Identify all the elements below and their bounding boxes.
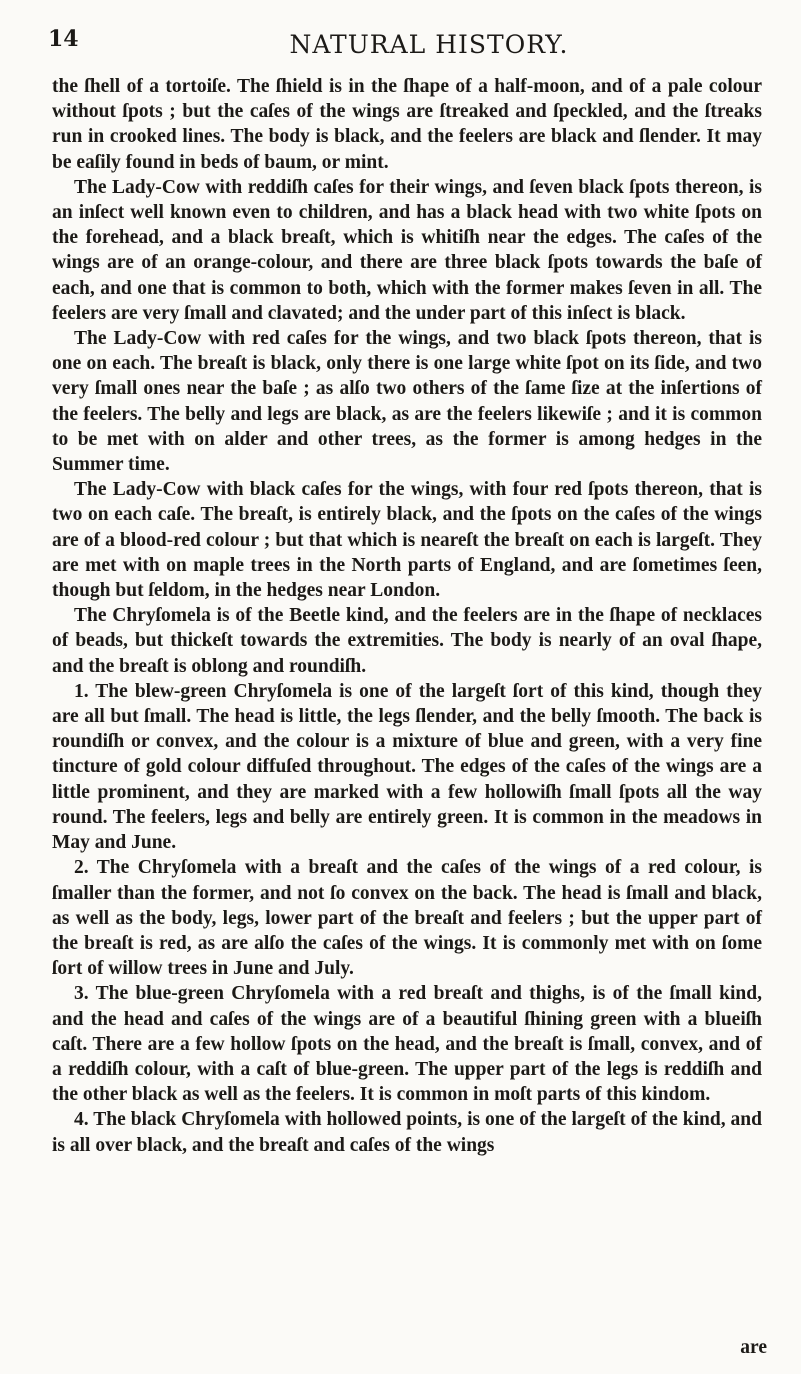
paragraph: 4. The black Chryſomela with hollowed points, is one of the largeſt of the kind, and is all over black, and the breaſt and caſes of the wings <box>52 1109 762 1156</box>
paragraph: The Lady-Cow with reddiſh caſes for their wings, and ſeven black ſpots thereon, is an inſect well known even to children, and has a black head with two white ſpots on the forehead, and a black breaſt, which is whitiſh near the edges. The caſes of the wings are of an orange-colour, and there are three black ſpots towards the baſe of each, and one that is common to both, which with the former makes ſeven in all. The feelers are very ſmall and clavated; and the under part of this inſect is black. <box>52 176 762 324</box>
paragraph: 3. The blue-green Chryſomela with a red breaſt and thighs, is of the ſmall kind, and the head and caſes of the wings are of a beautiful ſhining green with a blueiſh caſt. There are a few hollow ſpots on the head, and the breaſt is ſmall, convex, and of a reddiſh colour, with a caſt of blue-green. The upper part of the legs is reddiſh and the other black as well as the feelers. It is common in moſt parts of this kindom. <box>52 983 762 1106</box>
page-header <box>48 4 770 64</box>
paragraph: 2. The Chryſomela with a breaſt and the caſes of the wings of a red colour, is ſmaller than the former, and not ſo convex on the back. The head is ſmall and black, as well as the body, legs, lower part of the breaſt and feelers ; but the upper part of the breaſt is red, as are alſo the caſes of the wings. It is commonly met with on ſome ſort of willow trees in June and July. <box>52 857 762 980</box>
paragraph: 1. The blew-green Chryſomela is one of the largeſt ſort of this kind, though they are all but ſmall. The head is little, the legs ſlender, and the belly ſmooth. The back is roundiſh or convex, and the colour is a mixture of blue and green, with a very fine tincture of gold colour diffuſed throughout. The edges of the caſes of the wings are a little prominent, and they are marked with a few hollowiſh ſmall ſpots all the way round. The feelers, legs and belly are entirely green. It is common in the meadows in May and June. <box>52 680 762 854</box>
paragraph: The Lady-Cow with red caſes for the wings, and two black ſpots thereon, that is one on each. The breaſt is black, only there is one large white ſpot on its ſide, and two very ſmall ones near the baſe ; as alſo two others of the ſame ſize at the inſertions of the feelers. The belly and legs are black, as are the feelers likewiſe ; and it is common to be met with on alder and other trees, as the former is among hedges in the Summer time. <box>52 328 762 476</box>
page-number: 14 <box>48 26 79 52</box>
body-text <box>52 74 762 1158</box>
paragraph: The Lady-Cow with black caſes for the wings, with four red ſpots thereon, that is two on each caſe. The breaſt, is entirely black, and the ſpots on the caſes of the wings are of a blood-red colour ; but that which is neareſt the breaſt on each is largeſt. They are met with on maple trees in the North parts of England, and are ſometimes ſeen, though but ſeldom, in the hedges near London. <box>52 479 762 602</box>
catchword: are <box>740 1337 767 1358</box>
paragraph: The Chryſomela is of the Beetle kind, and the feelers are in the ſhape of necklaces of beads, but thickeſt towards the extremities. The body is nearly of an oval ſhape, and the breaſt is oblong and roundiſh. <box>52 605 762 677</box>
running-head: NATURAL HISTORY. <box>289 30 569 59</box>
paragraph: the ſhell of a tortoiſe. The ſhield is in the ſhape of a half-moon, and of a pale colour without ſpots ; but the caſes of the wings are ſtreaked and ſpeckled, and the ſtreaks run in crooked lines. The body is black, and the feelers are black and ſlender. It may be eaſily found in beds of baum, or mint. <box>52 76 762 173</box>
